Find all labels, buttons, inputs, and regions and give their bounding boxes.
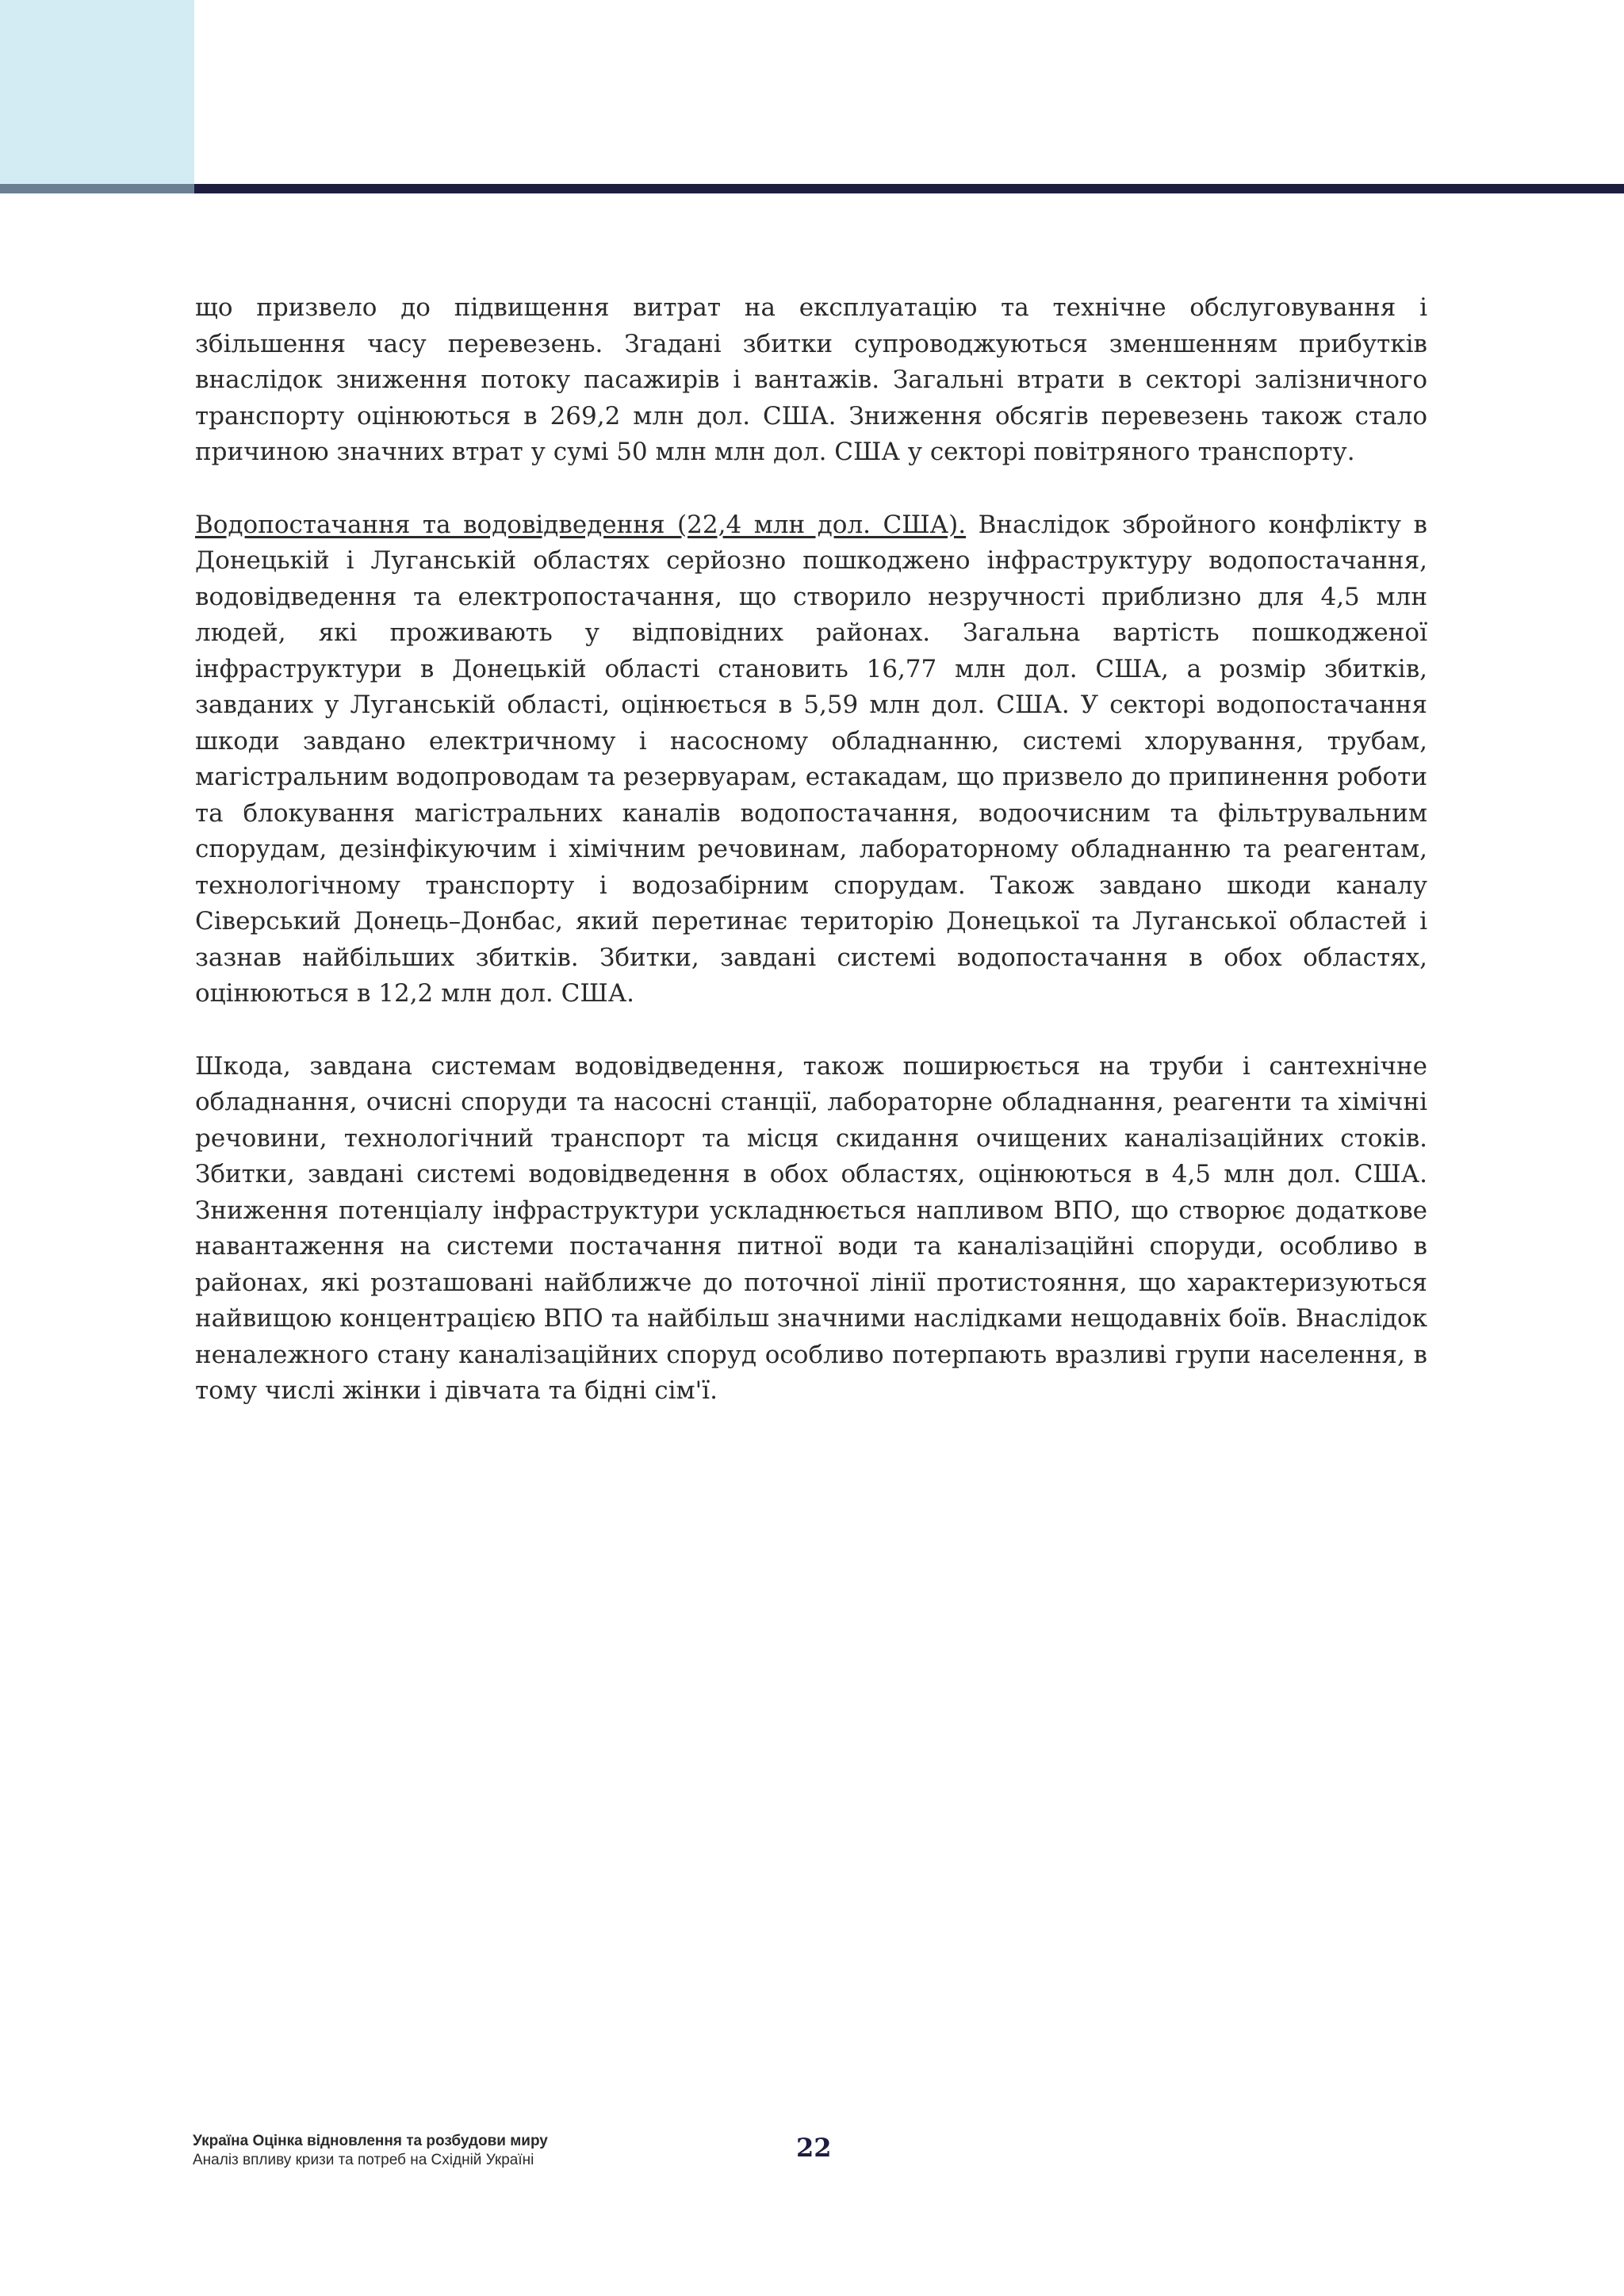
header-rule-right [194, 184, 1624, 193]
paragraph-1: що призвело до підвищення витрат на експлуатацію та технічне обслуговування і збільшення часу перевезень. Згадані збитки супроводжуються зменшенням прибутків внаслідок зниження потоку пасажирів і вантажів. Загальні втрати в секторі залізничного транспорту оцінюються в 269,2 млн дол. США. Зниження обсягів перевезень також стало причиною значних втрат у сумі 50 млн млн дол. США у секторі повітряного транспорту. [195, 293, 1427, 466]
paragraph-3: Шкода, завдана системам водовідведення, також поширюється на труби і сантехнічне обладнання, очисні споруди та насосні станції, лабораторне обладнання, реагенти та хімічні речовини, технологічний транспорт та місця скидання очищених каналізаційних стоків. Збитки, завдані системі водовідведення в обох областях, оцінюються в 4,5 млн дол. США. Зниження потенціалу інфраструктури ускладнюється напливом ВПО, що створює додаткове навантаження на системи постачання питної води та каналізаційні споруди, особливо в районах, які розташовані найближче до поточної лінії протистояння, що характеризуються найвищою концентрацією ВПО та найбільш значними наслідками нещодавніх боїв. Внаслідок неналежного стану каналізаційних споруд особливо потерпають вразливі групи населення, в тому числі жінки і дівчата та бідні сім'ї. [195, 1051, 1427, 1405]
header-rule-left [0, 184, 194, 193]
paragraph-2-heading: Водопостачання та водовідведення (22,4 млн дол. США). [195, 510, 967, 539]
paragraph-2-text: Внаслідок збройного конфлікту в Донецькій і Луганській областях серйозно пошкоджено інфраструктуру водопостачання, водовідведення та електропостачання, що створило незручності приблизно для 4,5 млн людей, які проживають у відповідних районах. Загальна вартість пошкодженої інфраструктури в Донецькій області становить 16,77 млн дол. США, а розмір збитків, завданих у Луганській області, оцінюється в 5,59 млн дол. США. У секторі водопостачання шкоди завдано електричному і насосному обладнанню, системі хлорування, трубам, магістральним водопроводам та резервуарам, естакадам, що призвело до припинення роботи та блокування магістральних каналів водопостачання, водоочисним та фільтрувальним спорудам, дезінфікуючим і хімічним речовинам, лабораторному обладнанню та реагентам, технологічному транспорту і водозабірним спорудам. Також завдано шкоди каналу Сіверський Донець–Донбас, який перетинає територію Донецької та Луганської областей і зазнав найбільших збитків. Збитки, завдані системі водопостачання в обох областях, оцінюються в 12,2 млн дол. США. [195, 510, 1427, 1008]
footer-subtitle: Аналіз впливу кризи та потреб на Східній Україні [193, 2152, 534, 2168]
footer [193, 2131, 548, 2169]
main-content [195, 290, 1427, 1446]
header-corner-block [0, 0, 194, 184]
paragraph-2 [195, 507, 1427, 1012]
page-number: 22 [796, 2133, 832, 2163]
footer-title: Україна Оцінка відновлення та розбудови миру [193, 2133, 548, 2149]
